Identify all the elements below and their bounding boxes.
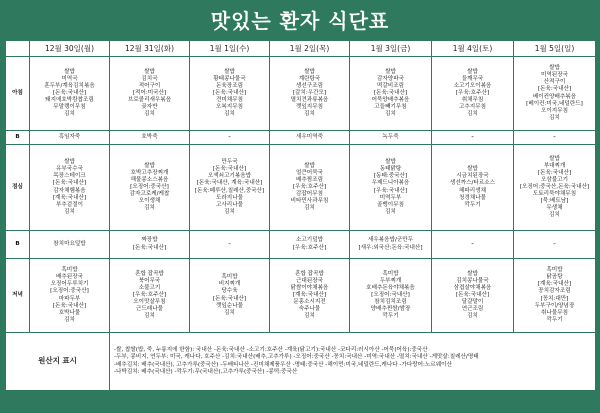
menu-item: 오이생채 <box>138 198 161 205</box>
menu-item: 김치 <box>304 313 315 320</box>
menu-item: 짜장밥 <box>141 237 158 244</box>
menu-item: 헤파리생채 <box>458 187 487 194</box>
menu-item: [오징어:국내산] <box>371 291 410 298</box>
origin-line: -나박김치: 배추(국내산) -깍두기:무(국내산),고추가루(중국산) -콩떡:중국산 <box>114 368 298 375</box>
menu-cell <box>270 145 350 231</box>
menu-item: 두부찌개 <box>379 277 402 284</box>
menu-item: 쌀밥 <box>467 68 478 75</box>
menu-item: 미역두부 <box>379 194 402 201</box>
menu-cell <box>110 131 190 145</box>
menu-item: 혼합 잡곡밥 <box>135 270 164 277</box>
menu-cell <box>350 231 432 259</box>
menu-item: 얼큰어묵국 <box>295 169 324 176</box>
menu-item: 연근조림 <box>461 306 484 313</box>
menu-item: [오징어:중국산] <box>50 288 89 295</box>
menu-item: 돈육장조림 <box>215 82 244 89</box>
day-header: 1월 3일(금) <box>350 41 432 57</box>
menu-item: 닭곰탕 <box>546 274 563 281</box>
menu-cell <box>514 131 596 145</box>
origin-line: -쌀, 찹쌀(밥, 죽, 누룽지에 한함): 국내산 -돈육:국내산 -소고기:호주산 -계육(닭고기):국내산 -코다리:러시아산 -어묵(어육):중국산 <box>114 347 428 354</box>
menu-item: 김치 <box>64 208 75 215</box>
day-header: 12월 31일(화) <box>110 41 190 57</box>
menu-item: 참치김치조림 <box>374 299 407 306</box>
menu-item: 깻잎지무침 <box>295 104 324 111</box>
menu-item: 녹두죽 <box>382 133 399 140</box>
menu-item: 무말랭이무침 <box>53 104 86 111</box>
menu-item: 호박죽 <box>141 133 158 140</box>
menu-item: 북어무국 <box>138 277 161 284</box>
meal-label: 점심 <box>6 145 30 231</box>
menu-item: 동태맑탕 <box>379 166 402 173</box>
menu-item: 흑미밥 <box>221 274 238 281</box>
meal-label: 아침 <box>6 57 30 131</box>
menu-item: [돈육:국내산] <box>212 295 247 302</box>
menu-item: 근드래나물 <box>135 306 164 313</box>
menu-item: [돈육:국내산] <box>537 86 572 93</box>
meal-row <box>6 145 596 231</box>
menu-item: 김치 <box>467 313 478 320</box>
day-header-row <box>6 41 596 57</box>
menu-item: - <box>471 132 474 141</box>
menu-item: 무생채 <box>546 205 563 212</box>
menu-item: 마파두부 <box>58 295 81 302</box>
menu-item: 부대찌개 <box>543 162 566 169</box>
menu-cell <box>190 131 270 145</box>
menu-item: 오이지무침 <box>540 107 569 114</box>
menu-item: 양배추찐쌈/쌈장 <box>370 306 411 313</box>
menu-item: 흑미밥 <box>546 267 563 274</box>
origin-line: -배추김치: 배추(국내산), 고추가루(중국산) -두배티나산 -진미채제품우산 -명태:중국산 -해이먼:미국,네덜란드,캐나다 -가다랑어:노르웨이산 <box>114 361 452 368</box>
menu-item: 깻잎순나물 <box>215 302 244 309</box>
meal-label: 저녁 <box>6 259 30 333</box>
menu-item: 김치 <box>64 316 75 323</box>
menu-item: [돈육:국내산] <box>537 169 572 176</box>
menu-item: - <box>228 132 231 141</box>
menu-cell <box>514 57 596 131</box>
menu-cell <box>432 231 514 259</box>
menu-item: [꽁치:대만] <box>540 295 569 302</box>
menu-item: 부추겉절이 <box>55 201 84 208</box>
menu-item: 소고기덮밥 <box>295 237 324 244</box>
menu-item: 참치마요덮밥 <box>53 240 86 247</box>
menu-item: 쌀밥 <box>64 159 75 166</box>
menu-item: 김치 <box>144 205 155 212</box>
menu-cell <box>110 231 190 259</box>
menu-item: [돈육:국내산] <box>212 166 247 173</box>
origin-line: -두부, 콩비지, 연두부: 미국, 캐나다, 호주산 -김치:국내산(배추,고추가루) -오징어:중국산 -꽁치:국내산 -미역:국내산 -멸치:국내산 -게맛살:칠레산/명태 <box>114 354 479 361</box>
menu-item: 쌀밥 <box>549 155 560 162</box>
meal-label: B <box>6 231 30 259</box>
menu-item: - <box>471 239 474 248</box>
menu-item: [베이컨:미국,네덜란드] <box>526 100 583 107</box>
menu-item: [동태:중국산] <box>373 173 408 180</box>
menu-item: 돼지애호박캄찹조림 <box>45 97 94 104</box>
menu-item: 훈두부/계육김치볶음 <box>44 82 95 89</box>
menu-item: 쌀밥 <box>385 159 396 166</box>
menu-item: [계육:국내산] <box>52 194 87 201</box>
origin-text <box>110 333 596 391</box>
menu-item: 쌀밥 <box>304 68 315 75</box>
page-title: 맛있는 환자 식단표 <box>210 9 390 33</box>
menu-item: 어묵양배추볶음 <box>371 97 410 104</box>
menu-item: 김치 <box>467 111 478 118</box>
menu-item: 소불고기 <box>138 284 161 291</box>
menu-cell <box>270 231 350 259</box>
menu-item: 감자고로케/케찹 <box>129 191 170 198</box>
menu-item: [돈육:국내산] <box>52 89 87 96</box>
menu-item: - <box>228 239 231 248</box>
menu-item: 고사리나물 <box>215 201 244 208</box>
menu-item: 고들빼기무침 <box>374 104 407 111</box>
menu-item: [돈육:국내산] <box>52 302 87 309</box>
menu-item: 생선구조림 <box>295 82 324 89</box>
menu-cell <box>432 57 514 131</box>
menu-item: 감잡어무침 <box>295 191 324 198</box>
menu-item: [묵:베트남] <box>540 198 569 205</box>
menu-item: 흑임자죽 <box>58 133 81 140</box>
day-header: 1월 1일(수) <box>190 41 270 57</box>
menu-item: 소고기오이볶음 <box>453 82 492 89</box>
menu-item: 계란탕국 <box>298 75 321 82</box>
menu-item: 문홍소시지전 <box>293 299 326 306</box>
meal-row <box>6 231 596 259</box>
menu-cell <box>350 259 432 333</box>
menu-item: [돈육:국내산] <box>373 89 408 96</box>
menu-cell <box>350 57 432 131</box>
menu-item: [새우:외국산:돈육:국내산] <box>358 244 423 251</box>
menu-item: [돈육:페루산,칠레산,중국산] <box>194 187 265 194</box>
menu-item: 쌀밥 <box>385 68 396 75</box>
menu-item: 고추지무침 <box>458 104 487 111</box>
menu-cell <box>432 131 514 145</box>
menu-item: 쌀밥 <box>144 162 155 169</box>
menu-item: 깍두기 <box>382 313 399 320</box>
menu-item: 김치 <box>144 313 155 320</box>
menu-cell <box>110 259 190 333</box>
menu-cell <box>30 231 110 259</box>
menu-item: [갈치:우간모] <box>292 89 327 96</box>
menu-item: 삼겹살야채볶음 <box>453 284 492 291</box>
menu-cell <box>432 145 514 231</box>
menu-item: 오징어두루치기 <box>50 281 89 288</box>
menu-item: [적어:미국산] <box>132 89 167 96</box>
menu-item: 목장스테이크 <box>53 173 86 180</box>
menu-item: 골뱅이무침 <box>376 201 405 208</box>
menu-item: 미역된장국 <box>540 72 569 79</box>
menu-item: 쌀밥 <box>467 270 478 277</box>
menu-cell <box>270 259 350 333</box>
menu-item: 떡갈비조림 <box>376 82 405 89</box>
origin-label: 원산지 표시 <box>6 333 110 391</box>
menu-item: - <box>553 239 556 248</box>
menu-item: 꽁치감자조림 <box>538 288 571 295</box>
menu-cell <box>432 259 514 333</box>
menu-item: 숙주나물 <box>298 306 321 313</box>
menu-cell <box>30 131 110 145</box>
menu-item: 닭쌈이야채볶음 <box>290 284 329 291</box>
menu-item: 흑미밥 <box>382 270 399 277</box>
day-header: 1월 5일(일) <box>514 41 596 57</box>
menu-item: [오징어:중국산] <box>130 183 169 190</box>
menu-cell <box>30 259 110 333</box>
menu-cell <box>514 145 596 231</box>
meal-row <box>6 259 596 333</box>
menu-item: 쌀밥 <box>467 166 478 173</box>
menu-item: 두부구이/양념장 <box>534 302 575 309</box>
menu-item: 견미채무침 <box>215 97 244 104</box>
menu-item: 김치 <box>549 212 560 219</box>
menu-cell <box>190 145 270 231</box>
menu-item: 베이컨양배추볶음 <box>532 93 577 100</box>
menu-item: 근대된장국 <box>295 277 324 284</box>
menu-item: 오이맛살무침 <box>133 299 166 306</box>
menu-cell <box>110 145 190 231</box>
menu-cell <box>30 145 110 231</box>
menu-item: 감자채햄볶음 <box>53 187 86 194</box>
menu-item: 김치 <box>64 111 75 118</box>
menu-item: [계육:국내산] <box>292 291 327 298</box>
menu-item: 당수육 <box>221 288 238 295</box>
menu-table <box>5 40 596 391</box>
menu-item: 만두국 <box>221 159 238 166</box>
meal-row <box>6 57 596 131</box>
menu-item: 적어구이 <box>138 82 161 89</box>
menu-item: 생선까스/타르소스 <box>449 180 496 187</box>
menu-item: 브로콜리새우볶음 <box>127 97 172 104</box>
day-header: 12월 30일(월) <box>30 41 110 57</box>
day-header: 1월 2일(목) <box>270 41 350 57</box>
menu-item: 김치 <box>144 111 155 118</box>
menu-item: 쌀밥 <box>144 68 155 75</box>
menu-item: 곶자반 <box>141 104 158 111</box>
menu-item: 새우미역죽 <box>295 133 324 140</box>
menu-item: [돈육:국내산] <box>52 180 87 187</box>
menu-item: 김치 <box>549 114 560 121</box>
menu-item: 배추찜조림 <box>295 176 324 183</box>
menu-item: 김치콩나물국 <box>456 277 489 284</box>
menu-item: 멸치견과류볶음 <box>290 97 329 104</box>
menu-item: 황태콩나물국 <box>213 75 246 82</box>
menu-item: 비지찌개 <box>218 281 241 288</box>
menu-item: 호박나물 <box>58 309 81 316</box>
menu-cell <box>190 231 270 259</box>
menu-item: 유부국수국 <box>55 166 84 173</box>
menu-item: [돈육:국내산] <box>212 89 247 96</box>
corner-cell <box>6 41 30 57</box>
menu-item: [우육:호주산] <box>292 183 327 190</box>
menu-item: 김치 <box>224 111 235 118</box>
menu-item: 김치 <box>224 208 235 215</box>
menu-item: 들깨무국 <box>461 75 484 82</box>
menu-item: 김치 <box>224 309 235 316</box>
menu-item: - <box>553 132 556 141</box>
menu-cell <box>110 57 190 131</box>
menu-item: 감자양파국 <box>376 75 405 82</box>
menu-item: 김치 <box>304 111 315 118</box>
menu-item: 시금치된장국 <box>456 173 489 180</box>
menu-item: [오징어:중국산,돈육:국내산] <box>519 183 590 190</box>
menu-item: 산적구이 <box>543 79 566 86</box>
menu-item: 흑미밥 <box>61 267 78 274</box>
menu-item: 김치 <box>385 208 396 215</box>
menu-item: 해물콩소스볶음 <box>130 176 169 183</box>
meal-row <box>6 131 596 145</box>
menu-item: 깍두기 <box>464 201 481 208</box>
menu-item: 도토리묵야채무침 <box>532 191 577 198</box>
menu-cell <box>270 57 350 131</box>
menu-item: 깍두기 <box>546 316 563 323</box>
origin-row <box>6 333 596 391</box>
menu-item: [우육:호주산] <box>292 244 327 251</box>
menu-item: 김치 <box>304 205 315 212</box>
menu-item: 호배추돈육야채볶음 <box>366 284 415 291</box>
menu-item: 쌀밥 <box>64 68 75 75</box>
menu-item: 미역국 <box>61 75 78 82</box>
menu-item: 오삼불고기 <box>540 176 569 183</box>
menu-cell <box>514 231 596 259</box>
menu-item: 새우볶음밥/군만두 <box>367 237 414 244</box>
day-header: 1월 4일(토) <box>432 41 514 57</box>
menu-item: 오색쇠고기볶음밥 <box>207 173 252 180</box>
menu-item: 청경채나물 <box>458 194 487 201</box>
menu-item: 김치국 <box>141 75 158 82</box>
menu-cell <box>190 57 270 131</box>
menu-cell <box>350 131 432 145</box>
menu-item: 쌀밥 <box>549 65 560 72</box>
meal-label: B <box>6 131 30 145</box>
menu-item: [돈육:국내산, 계육:국내산] <box>196 180 263 187</box>
menu-item: [계육:국내산] <box>537 281 572 288</box>
menu-item: 오복지무침 <box>215 104 244 111</box>
menu-item: 취채무침 <box>461 97 484 104</box>
menu-cell <box>270 131 350 145</box>
menu-item: [돈육:국내산] <box>132 244 167 251</box>
menu-item: 도라지나물 <box>215 194 244 201</box>
menu-cell <box>190 259 270 333</box>
menu-item: 혼합 잡곡밥 <box>295 270 324 277</box>
menu-item: 김치 <box>385 111 396 118</box>
menu-item: 취나물무침 <box>540 309 569 316</box>
menu-item: 달걀말이 <box>461 299 484 306</box>
menu-item: [우육:호주산] <box>455 89 490 96</box>
menu-item: 비타민사과무침 <box>290 198 329 205</box>
menu-item: 호박고추장찌개 <box>130 169 169 176</box>
menu-cell <box>350 145 432 231</box>
menu-item: 쌀밥 <box>304 162 315 169</box>
menu-item: 우제드니아볶음 <box>371 180 410 187</box>
menu-cell <box>30 57 110 131</box>
menu-item: 쌀밥 <box>224 68 235 75</box>
menu-item: [우육:국내산] <box>373 187 408 194</box>
menu-item: [돈육:국내산] <box>455 291 490 298</box>
menu-item: 배추된장국 <box>55 274 84 281</box>
menu-cell <box>514 259 596 333</box>
menu-item: [우육:호주산] <box>132 291 167 298</box>
